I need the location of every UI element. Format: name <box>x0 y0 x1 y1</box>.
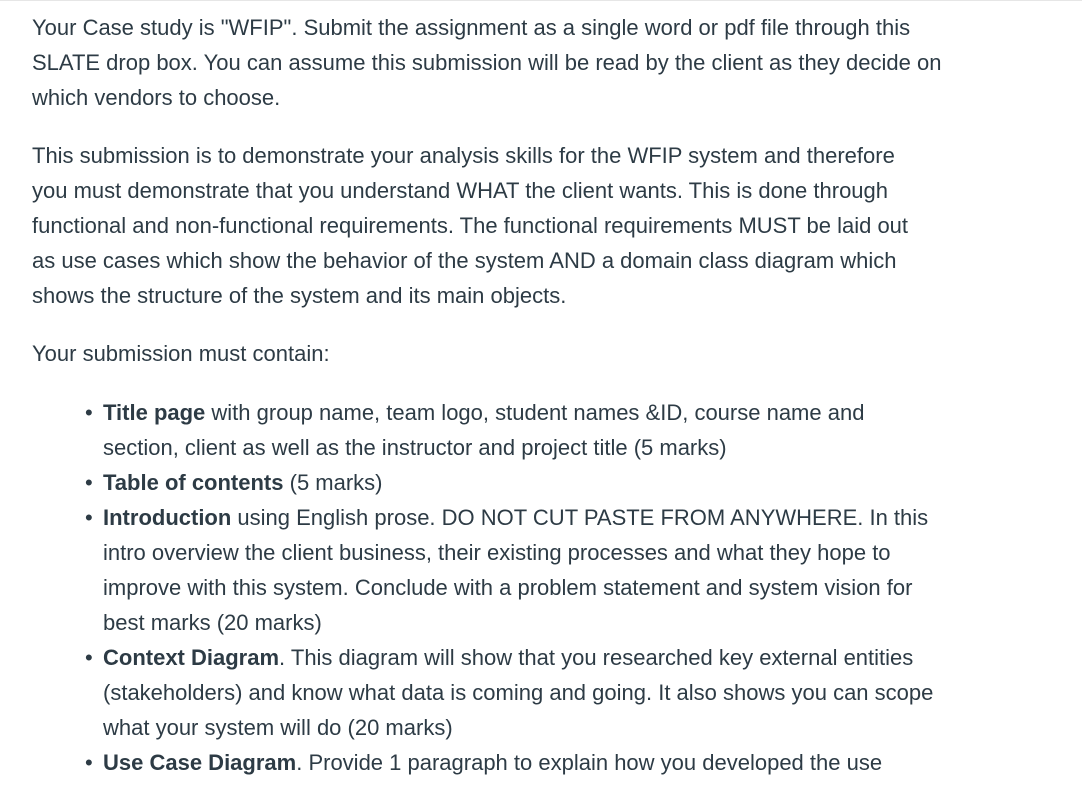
list-item <box>85 395 943 465</box>
list-item <box>85 640 943 745</box>
list-item <box>85 745 943 780</box>
list-item <box>85 465 943 500</box>
list-item-text: (5 marks) <box>283 470 383 495</box>
list-item-text: . Provide 1 paragraph to explain how you developed the use <box>296 750 883 775</box>
bullet-icon: • <box>85 400 93 425</box>
case-study-paragraph: Your Case study is "WFIP". Submit the assignment as a single word or pdf file through this SLATE drop box. You can assume this submission will be read by the client as they decide on which vendors to choose. <box>32 15 942 110</box>
bullet-icon: • <box>85 470 93 495</box>
list-item-title: Context Diagram <box>103 645 280 670</box>
assignment-instructions <box>32 10 962 780</box>
requirements-list <box>32 395 962 780</box>
list-item-title: Title page <box>103 400 206 425</box>
bullet-icon: • <box>85 645 93 670</box>
analysis-paragraph: This submission is to demonstrate your analysis skills for the WFIP system and therefore you must demonstrate that you understand WHAT the client wants. This is done through functional and non-functional requirements. The functional requirements MUST be laid out as use cases which show the behavior of the system AND a domain class diagram which shows the structure of the system and its main objects. <box>32 143 909 308</box>
list-item-title: Use Case Diagram <box>103 750 297 775</box>
bullet-icon: • <box>85 505 93 530</box>
list-item-text: with group name, team logo, student names &ID, course name and section, client as well as the instructor and project title (5 marks) <box>103 400 865 460</box>
submission-contents-heading: Your submission must contain: <box>32 341 330 366</box>
list-item-title: Table of contents <box>103 470 284 495</box>
list-item <box>85 500 943 640</box>
list-item-text: . This diagram will show that you researched key external entities (stakeholders) and know what data is coming and going. It also shows you can scope what your system will do (20 marks) <box>103 645 934 740</box>
list-item-title: Introduction <box>103 505 232 530</box>
top-divider <box>0 0 1082 1</box>
bullet-icon: • <box>85 750 93 775</box>
list-item-text: using English prose. DO NOT CUT PASTE FROM ANYWHERE. In this intro overview the client business, their existing processes and what they hope to improve with this system. Conclude with a problem statement and system vision for best marks (20 marks) <box>103 505 929 635</box>
